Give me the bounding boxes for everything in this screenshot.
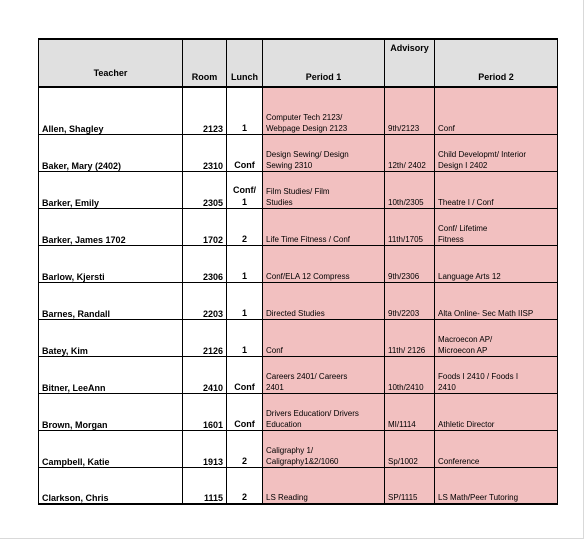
advisory-cell — [385, 393, 435, 430]
table-row — [39, 171, 558, 208]
period2-text: Conf/ Lifetime Fitness — [438, 223, 488, 244]
lunch-cell — [227, 467, 263, 504]
period1-text: Computer Tech 2123/ Webpage Design 2123 — [266, 112, 348, 133]
table-row — [39, 87, 558, 134]
advisory-text: 9th/2203 — [388, 308, 420, 318]
lunch-cell — [227, 319, 263, 356]
teacher-cell: Barker, Emily — [39, 171, 183, 208]
period1-text: LS Reading — [266, 493, 308, 502]
period2-cell — [435, 245, 558, 282]
period1-cell — [263, 319, 385, 356]
period1-text: Drivers Education/ Drivers Education — [266, 408, 359, 429]
room-cell: 2410 — [183, 356, 227, 393]
period1-cell — [263, 393, 385, 430]
lunch-text: Conf — [234, 418, 255, 429]
advisory-text: MI/1114 — [388, 419, 416, 429]
advisory-text: 10th/2410 — [388, 382, 424, 392]
teacher-cell: Campbell, Katie — [39, 430, 183, 467]
period2-cell — [435, 282, 558, 319]
period1-text: Conf/ELA 12 Compress — [266, 271, 350, 281]
table-row — [39, 393, 558, 430]
room-cell: 1601 — [183, 393, 227, 430]
teacher-cell: Bitner, LeeAnn — [39, 356, 183, 393]
table-row — [39, 282, 558, 319]
lunch-text: Conf — [234, 381, 255, 392]
advisory-cell — [385, 87, 435, 134]
room-cell: 1115 — [183, 467, 227, 504]
period2-cell — [435, 430, 558, 467]
period1-text: Conf — [266, 345, 283, 355]
advisory-cell — [385, 171, 435, 208]
period1-cell — [263, 171, 385, 208]
header-lunch: Lunch — [227, 39, 263, 87]
teacher-cell: Clarkson, Chris — [39, 467, 183, 504]
teacher-cell: Brown, Morgan — [39, 393, 183, 430]
teacher-cell: Barker, James 1702 — [39, 208, 183, 245]
period1-cell — [263, 245, 385, 282]
period1-cell — [263, 282, 385, 319]
advisory-text: 10th/2305 — [388, 197, 424, 207]
table-row — [39, 430, 558, 467]
lunch-cell — [227, 134, 263, 171]
period1-text: Life Time Fitness / Conf — [266, 234, 351, 244]
teacher-schedule-table — [38, 38, 558, 505]
period1-text: Careers 2401/ Careers 2401 — [266, 371, 348, 392]
room-cell: 2203 — [183, 282, 227, 319]
period2-text: Macroecon AP/ Microecon AP — [438, 334, 493, 355]
teacher-cell: Baker, Mary (2402) — [39, 134, 183, 171]
period2-cell — [435, 87, 558, 134]
header-room: Room — [183, 39, 227, 87]
period2-text: Theatre I / Conf — [438, 197, 494, 207]
period2-text: Conf — [438, 123, 455, 133]
period1-cell — [263, 87, 385, 134]
advisory-cell — [385, 282, 435, 319]
header-period-2: Period 2 — [435, 39, 558, 87]
period1-text: Design Sewing/ Design Sewing 2310 — [266, 149, 349, 170]
period1-cell — [263, 430, 385, 467]
room-cell: 2306 — [183, 245, 227, 282]
period2-cell — [435, 393, 558, 430]
lunch-text: 1 — [241, 307, 247, 318]
table-row — [39, 319, 558, 356]
period2-text: Language Arts 12 — [438, 271, 501, 281]
advisory-text: 11th/1705 — [388, 234, 423, 244]
advisory-cell — [385, 319, 435, 356]
lunch-text: 2 — [241, 492, 247, 502]
lunch-cell — [227, 356, 263, 393]
period1-text: Caligraphy 1/ Caligraphy1&2/1060 — [266, 445, 339, 466]
advisory-text: 9th/2306 — [388, 271, 420, 281]
room-cell: 2310 — [183, 134, 227, 171]
period1-text: Directed Studies — [266, 308, 325, 318]
period1-cell — [263, 356, 385, 393]
lunch-cell — [227, 208, 263, 245]
table-row — [39, 356, 558, 393]
teacher-cell: Allen, Shagley — [39, 87, 183, 134]
room-cell: 2305 — [183, 171, 227, 208]
period2-text: Conference — [438, 456, 480, 466]
table-row — [39, 245, 558, 282]
lunch-text: 1 — [241, 122, 247, 133]
advisory-text: 11th/ 2126 — [388, 345, 426, 355]
period2-text: Alta Online- Sec Math IISP — [438, 308, 534, 318]
lunch-cell — [227, 393, 263, 430]
period2-text: Athletic Director — [438, 419, 495, 429]
header-advisory: Advisory — [385, 39, 435, 87]
advisory-cell — [385, 467, 435, 504]
lunch-text: 2 — [241, 233, 247, 244]
lunch-text: 1 — [241, 270, 247, 281]
period2-cell — [435, 171, 558, 208]
teacher-cell: Barlow, Kjersti — [39, 245, 183, 282]
lunch-cell — [227, 245, 263, 282]
advisory-cell — [385, 430, 435, 467]
room-cell: 2123 — [183, 87, 227, 134]
room-cell: 1702 — [183, 208, 227, 245]
lunch-cell — [227, 430, 263, 467]
lunch-text: 1 — [241, 344, 247, 355]
table-row — [39, 208, 558, 245]
period2-cell — [435, 356, 558, 393]
period1-cell — [263, 134, 385, 171]
lunch-cell — [227, 87, 263, 134]
table-row — [39, 134, 558, 171]
header-period-1: Period 1 — [263, 39, 385, 87]
period2-cell — [435, 208, 558, 245]
lunch-cell — [227, 171, 263, 208]
advisory-text: 9th/2123 — [388, 123, 420, 133]
period2-text: LS Math/Peer Tutoring — [438, 493, 519, 502]
period1-text: Film Studies/ Film Studies — [266, 186, 330, 207]
table-row — [39, 467, 558, 504]
header-row — [39, 39, 558, 87]
period2-cell — [435, 319, 558, 356]
lunch-text: Conf — [234, 159, 255, 170]
period2-cell — [435, 134, 558, 171]
advisory-cell — [385, 245, 435, 282]
period2-cell — [435, 467, 558, 504]
advisory-cell — [385, 208, 435, 245]
room-cell: 2126 — [183, 319, 227, 356]
lunch-text: 2 — [241, 455, 247, 466]
advisory-text: 12th/ 2402 — [388, 160, 426, 170]
advisory-text: Sp/1002 — [388, 456, 418, 466]
period2-text: Child Developmt/ Interior Design I 2402 — [438, 149, 527, 170]
teacher-cell: Batey, Kim — [39, 319, 183, 356]
advisory-cell — [385, 134, 435, 171]
header-teacher: Teacher — [39, 39, 183, 87]
lunch-text: Conf/ 1 — [233, 184, 256, 207]
period1-cell — [263, 467, 385, 504]
lunch-cell — [227, 282, 263, 319]
advisory-cell — [385, 356, 435, 393]
room-cell: 1913 — [183, 430, 227, 467]
period2-text: Foods I 2410 / Foods I 2410 — [438, 371, 519, 392]
teacher-cell: Barnes, Randall — [39, 282, 183, 319]
period1-cell — [263, 208, 385, 245]
advisory-text: SP/1115 — [388, 493, 418, 502]
